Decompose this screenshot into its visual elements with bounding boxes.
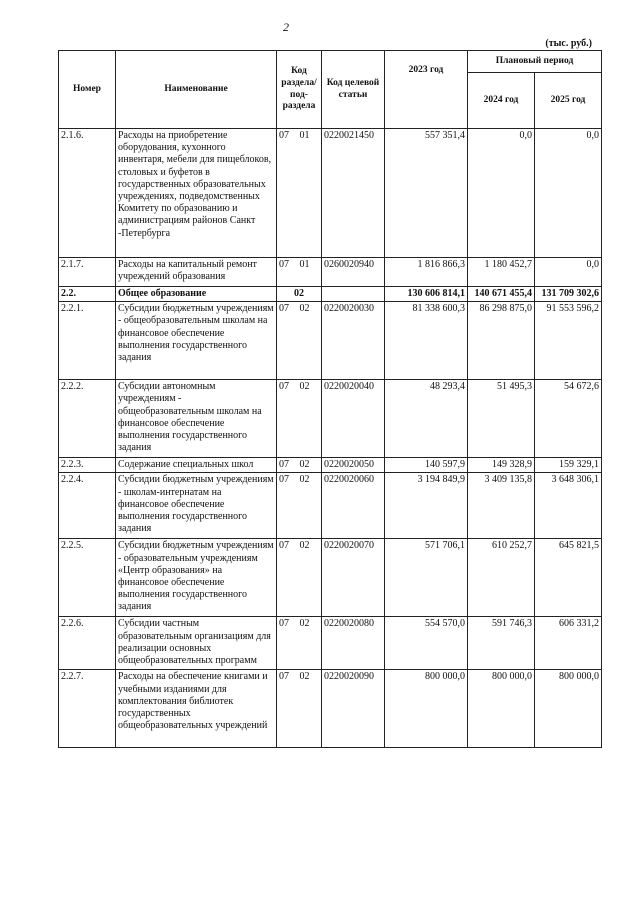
row-name: Субсидии бюджетным учреждениям - образовательным учреждениям «Центр образования» на финансовое обеспечение выполнения государственного задания: [116, 539, 277, 617]
row-value-2024: 3 409 135,8: [468, 473, 535, 539]
row-value-2023: 557 351,4: [385, 129, 468, 258]
table-row: [59, 670, 602, 748]
row-value-2025: 645 821,5: [535, 539, 602, 617]
row-value-2024: 1 180 452,7: [468, 258, 535, 287]
row-value-2023: 571 706,1: [385, 539, 468, 617]
table-row-subtotal: [59, 287, 602, 302]
row-value-2023: 800 000,0: [385, 670, 468, 748]
row-target-code: 0220020090: [322, 670, 385, 748]
row-target-code: 0260020940: [322, 258, 385, 287]
row-section-code: 07 02: [277, 670, 322, 748]
row-number: 2.2.: [59, 287, 116, 302]
row-name: Содержание специальных школ: [116, 458, 277, 473]
header-row: [59, 51, 602, 73]
row-value-2025: 3 648 306,1: [535, 473, 602, 539]
row-value-2024: 149 328,9: [468, 458, 535, 473]
header-year-2023: 2023 год: [385, 51, 468, 129]
row-target-code: 0220020080: [322, 617, 385, 670]
row-number: 2.2.5.: [59, 539, 116, 617]
row-name: Расходы на приобретение оборудования, кухонного инвентаря, мебели для пищеблоков, столовых и буфетов в государственных образовательных учреждениях, подведомственных Комитету по образованию и администрациям районов Санкт -Петербурга: [116, 129, 277, 258]
row-section-code: 07 01: [277, 258, 322, 287]
row-name: Расходы на капитальный ремонт учреждений образования: [116, 258, 277, 287]
row-value-2023: 3 194 849,9: [385, 473, 468, 539]
row-number: 2.1.6.: [59, 129, 116, 258]
table-row: [59, 129, 602, 258]
row-number: 2.2.1.: [59, 302, 116, 380]
table-row: [59, 539, 602, 617]
row-number: 2.2.7.: [59, 670, 116, 748]
row-value-2024: 800 000,0: [468, 670, 535, 748]
row-section-code: 07 01: [277, 129, 322, 258]
table-row: [59, 380, 602, 458]
header-target-code: Код целевой статьи: [322, 51, 385, 129]
row-target-code: 0220020060: [322, 473, 385, 539]
row-number: 2.2.6.: [59, 617, 116, 670]
row-name: Субсидии автономным учреждениям - общеобразовательным школам на финансовое обеспечение выполнения государственного задания: [116, 380, 277, 458]
table-row: [59, 458, 602, 473]
row-value-2023: 48 293,4: [385, 380, 468, 458]
row-target-code: 0220020040: [322, 380, 385, 458]
table-header: [59, 51, 602, 129]
row-section-code: 07 02: [277, 617, 322, 670]
table-body: [59, 129, 602, 748]
row-value-2025: 606 331,2: [535, 617, 602, 670]
row-name: Расходы на обеспечение книгами и учебными изданиями для комплектования библиотек государственных общеобразовательных учреждений: [116, 670, 277, 748]
row-value-2023: 1 816 866,3: [385, 258, 468, 287]
budget-table: [58, 50, 602, 748]
row-value-2023: 81 338 600,3: [385, 302, 468, 380]
row-value-2025: 0,0: [535, 258, 602, 287]
row-section-code: 07 02: [277, 458, 322, 473]
row-target-code: 0220020070: [322, 539, 385, 617]
row-target-code: 0220020050: [322, 458, 385, 473]
row-number: 2.2.4.: [59, 473, 116, 539]
header-year-2025: 2025 год: [535, 72, 602, 128]
row-value-2025: 800 000,0: [535, 670, 602, 748]
row-number: 2.2.3.: [59, 458, 116, 473]
row-value-2025: 54 672,6: [535, 380, 602, 458]
header-number: Номер: [59, 51, 116, 129]
row-section-code: 02: [277, 287, 322, 302]
header-year-2024: 2024 год: [468, 72, 535, 128]
header-name: Наименование: [116, 51, 277, 129]
row-section-code: 07 02: [277, 473, 322, 539]
row-value-2024: 86 298 875,0: [468, 302, 535, 380]
header-planning-period: Плановый период: [468, 51, 602, 73]
page-number: 2: [283, 20, 289, 34]
row-name: Субсидии бюджетным учреждениям - школам-интернатам на финансовое обеспечение выполнения государственного задания: [116, 473, 277, 539]
row-value-2023: 554 570,0: [385, 617, 468, 670]
row-target-code: 0220020030: [322, 302, 385, 380]
row-value-2024: 140 671 455,4: [468, 287, 535, 302]
row-number: 2.1.7.: [59, 258, 116, 287]
row-value-2025: 159 329,1: [535, 458, 602, 473]
row-section-code: 07 02: [277, 302, 322, 380]
row-target-code: [322, 287, 385, 302]
row-section-code: 07 02: [277, 380, 322, 458]
row-value-2025: 0,0: [535, 129, 602, 258]
row-section-code: 07 02: [277, 539, 322, 617]
row-value-2025: 131 709 302,6: [535, 287, 602, 302]
row-name: Общее образование: [116, 287, 277, 302]
table-row: [59, 617, 602, 670]
units-note: (тыс. руб.): [545, 38, 592, 49]
row-name: Субсидии бюджетным учреждениям - общеобразовательным школам на финансовое обеспечение выполнения государственного задания: [116, 302, 277, 380]
row-target-code: 0220021450: [322, 129, 385, 258]
row-value-2024: 591 746,3: [468, 617, 535, 670]
table-row: [59, 473, 602, 539]
row-value-2025: 91 553 596,2: [535, 302, 602, 380]
table-row: [59, 302, 602, 380]
row-value-2023: 140 597,9: [385, 458, 468, 473]
row-value-2024: 0,0: [468, 129, 535, 258]
row-name: Субсидии частным образовательным организациям для реализации основных общеобразовательных программ: [116, 617, 277, 670]
row-number: 2.2.2.: [59, 380, 116, 458]
row-value-2024: 51 495,3: [468, 380, 535, 458]
row-value-2024: 610 252,7: [468, 539, 535, 617]
header-section-code: Код раздела/ под- раздела: [277, 51, 322, 129]
table-row: [59, 258, 602, 287]
row-value-2023: 130 606 814,1: [385, 287, 468, 302]
